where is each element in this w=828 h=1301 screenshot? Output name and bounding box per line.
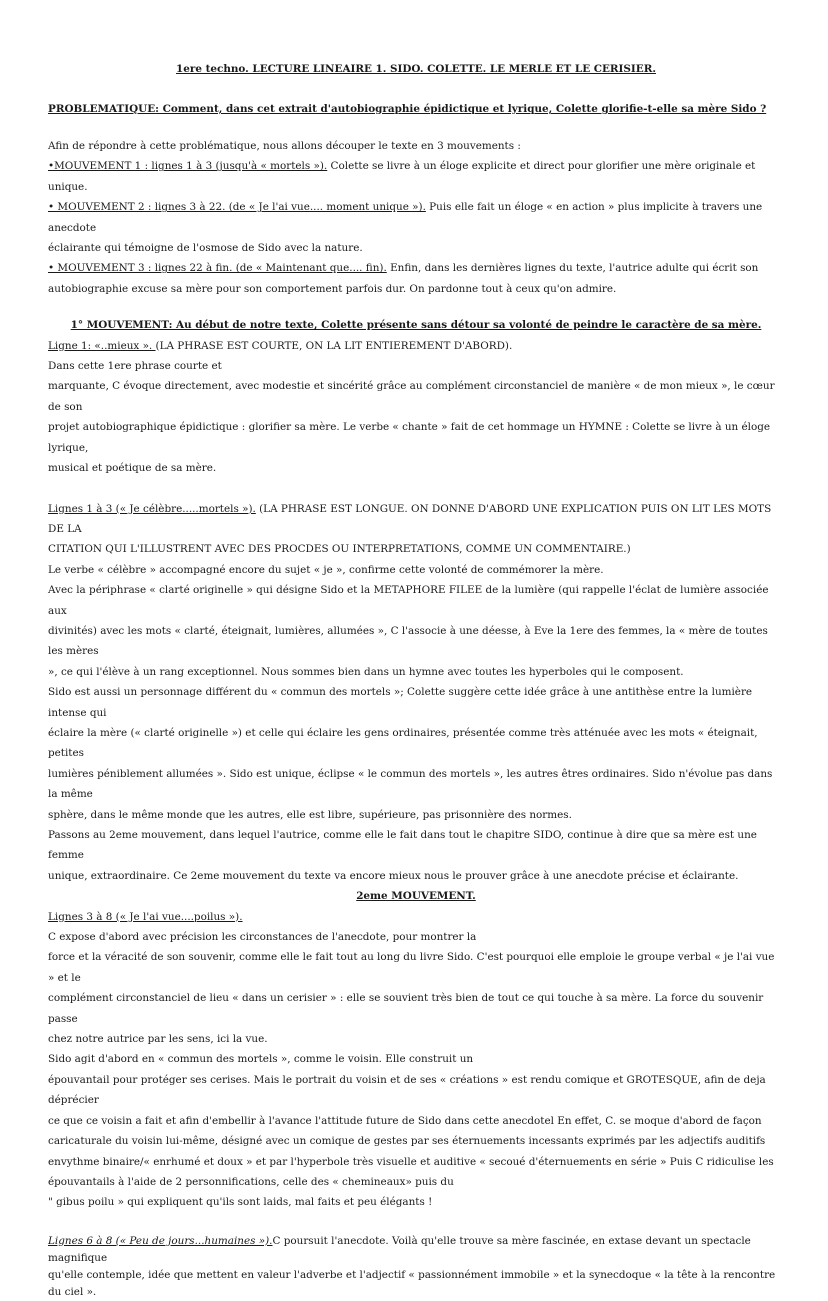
mouv1-p2-l3: », ce qui l'élève à un rang exceptionnel. Nous sommes bien dans un hymne avec toutes les hyperboles qui le composent. [48, 665, 684, 678]
mouv2-p1-l6: ce que ce voisin a fait et afin d'embellir à l'avance l'attitude future de Sido dans cette anecdotel En effet, C. se moque d'abord de façon [48, 1114, 762, 1127]
document-page [48, 60, 784, 1301]
intro-mouvement-2-cont: éclairante qui témoigne de l'osmose de Sido avec la nature. [48, 242, 363, 255]
mouvement-3-ref: • MOUVEMENT 3 : lignes 22 à fin. (de « Maintenant que.... fin). [48, 262, 387, 275]
lignes-1-3-note: (LA PHRASE EST LONGUE. ON DONNE D'ABORD UNE EXPLICATION PUIS ON LIT LES MOTS DE LA [48, 502, 772, 535]
mouv1-p2-l8: Passons au 2eme mouvement, dans lequel l'autrice, comme elle le fait dans tout le chapitre SIDO, continue à dire que sa mère est une femme [48, 829, 757, 862]
mouv1-p1-l1: marquante, C évoque directement, avec modestie et sincérité grâce au complément circonstanciel de manière « de mon mieux », le cœur de son [48, 380, 775, 413]
mouv1-p1-l2: projet autobiographique épidictique : glorifier sa mère. Le verbe « chante » fait de cet hommage un HYMNE : Colette se livre à un éloge lyrique, [48, 421, 771, 454]
intro-lead: Afin de répondre à cette problématique, nous allons découper le texte en 3 mouvements : [48, 140, 521, 152]
mouv1-p1-l3: musical et poétique de sa mère. [48, 462, 217, 475]
mouv2-p1-l9: épouvantails à l'aide de 2 personnifications, celle des « chemineaux» puis du [48, 1175, 454, 1188]
mouv1-p2-l5: éclaire la mère (« clarté originelle ») et celle qui éclaire les gens ordinaires, présentée comme très atténuée avec les mots « éteignait, petites [48, 726, 758, 760]
intro-mouvement-3 [48, 258, 784, 278]
ligne-1-ref: Ligne 1: «..mieux ». [48, 339, 156, 352]
document-title: 1ere techno. LECTURE LINEAIRE 1. SIDO. COLETTE. LE MERLE ET LE CERISIER. [176, 63, 656, 75]
intro-mouvement-2 [48, 197, 784, 238]
mouvement-1-section [48, 315, 784, 886]
mouv2-p1-l10: " gibus poilu » qui expliquent qu'ils sont laids, mal faits et peu élégants ! [48, 1196, 433, 1209]
lignes-1-3-note-cont: CITATION QUI L'ILLUSTRENT AVEC DES PROCDES OU INTERPRETATIONS, COMME UN COMMENTAIRE.) [48, 543, 631, 556]
mouv2-p1-l1: force et la véracité de son souvenir, comme elle le fait tout au long du livre Sido. C'est pourquoi elle emploie le groupe verbal « je l'ai vue » et le [48, 951, 775, 984]
mouvement-1-heading: 1° MOUVEMENT: Au début de notre texte, Colette présente sans détour sa volonté de peindre le caractère de sa mère. [70, 319, 762, 332]
mouvement-1-text: Colette se livre à un éloge explicite et direct pour glorifier une mère originale et unique. [48, 160, 756, 193]
mouv1-p2-l1: Avec la périphrase « clarté originelle » qui désigne Sido et la METAPHORE FILEE de la lumière (qui rappelle l'éclat de lumière associée aux [48, 584, 769, 617]
mouv2-p1-l4: Sido agit d'abord en « commun des mortels », comme le voisin. Elle construit un [48, 1053, 474, 1066]
mouv1-p1-l0: Dans cette 1ere phrase courte et [48, 360, 222, 373]
ligne-1-note: (LA PHRASE EST COURTE, ON LA LIT ENTIEREMENT D'ABORD). [155, 339, 513, 352]
mouv2-p1-l0: C expose d'abord avec précision les circonstances de l'anecdote, pour montrer la [48, 931, 477, 944]
intro-mouvement-1 [48, 156, 784, 197]
mouv2-p1-l3: chez notre autrice par les sens, ici la vue. [48, 1033, 268, 1046]
mouv2-p1-l7: caricaturale du voisin lui-même, désigné avec un comique de gestes par ses éternuements incessants exprimés par les adjectifs auditifs [48, 1135, 766, 1148]
mouv1-p2-l4: Sido est aussi un personnage différent du « commun des mortels »; Colette suggère cette idée grâce à une antithèse entre la lumière intense qui [48, 686, 753, 719]
mouvement-3-text: Enfin, dans les dernières lignes du texte, l'autrice adulte qui écrit son [386, 262, 759, 275]
mouvement-2-heading: 2eme MOUVEMENT. [356, 890, 476, 903]
lignes-6-8-cont: qu'elle contemple, idée que mettent en valeur l'adverbe et l'adjectif « passionnément immobile » et la synecdoque « la tête à la rencontre du ciel ». [48, 1268, 776, 1298]
problematique-text: : Comment, dans cet extrait d'autobiographie épidictique et lyrique, Colette glorifie-t-elle sa mère Sido ? [155, 103, 767, 115]
lignes-6-8-ref: Lignes 6 à 8 (« Peu de jours...humaines »). [48, 1234, 273, 1247]
lignes-6-8-text: C poursuit l'anecdote. Voilà qu'elle trouve sa mère fascinée, en extase devant un spectacle magnifique [48, 1234, 751, 1264]
ligne-1-line [48, 336, 784, 356]
spacer [48, 1213, 784, 1233]
mouv1-p2-l9: unique, extraordinaire. Ce 2eme mouvement du texte va encore mieux nous le prouver grâce à une anecdote précise et éclairante. [48, 869, 739, 882]
mouv1-p2-l6: lumières péniblement allumées ». Sido est unique, éclipse « le commun des mortels », les autres êtres ordinaires. Sido n'évolue pas dans la même [48, 767, 773, 801]
mouv1-p2-l2: divinités) avec les mots « clarté, éteignait, lumières, allumées », C l'associe à une déesse, à Eve la 1ere des femmes, la « mère de toutes les mères [48, 624, 768, 658]
lignes-3-8-ref: Lignes 3 à 8 (« Je l'ai vue....poilus »). [48, 910, 243, 923]
spacer [48, 479, 784, 499]
problematique-label: PROBLEMATIQUE [48, 103, 156, 115]
mouvement-1-ref: •MOUVEMENT 1 : lignes 1 à 3 (jusqu'à « mortels »). [48, 160, 328, 173]
lignes-1-3-ref: Lignes 1 à 3 (« Je célèbre.....mortels »). [48, 502, 256, 515]
mouv2-p1-l2: complément circonstanciel de lieu « dans un cerisier » : elle se souvient très bien de tout ce qui touche à sa mère. La force du souvenir passe [48, 992, 764, 1025]
intro-section [48, 136, 784, 299]
lignes-6-8-line [48, 1233, 784, 1267]
mouvement-2-section [48, 886, 784, 1301]
intro-mouvement-3-cont: autobiographie excuse sa mère pour son comportement parfois dur. On pardonne tout à ceux qu'on admire. [48, 282, 617, 295]
mouvement-2-text: Puis elle fait un éloge « en action » plus implicite à travers une anecdote [48, 201, 763, 234]
mouv1-p2-l0: Le verbe « célèbre » accompagné encore du sujet « je », confirme cette volonté de commémorer la mère. [48, 563, 604, 576]
mouvement-2-ref: • MOUVEMENT 2 : lignes 3 à 22. (de « Je l'ai vue.... moment unique »). [48, 201, 426, 214]
mouv1-p2-l7: sphère, dans le même monde que les autres, elle est libre, supérieure, pas prisonnière des normes. [48, 808, 572, 821]
mouv2-p1-l5: épouvantail pour protéger ses cerises. Mais le portrait du voisin et de ses « créations » est rendu comique et GROTESQUE, afin de deja déprécier [48, 1073, 766, 1107]
lignes-1-3-line [48, 499, 784, 540]
problematique [48, 100, 784, 118]
mouv2-p1-l8: envythme binaire/« enrhumé et doux » et par l'hyperbole très visuelle et auditive « secoué d'éternuements en série » Puis C ridiculise les [48, 1155, 774, 1168]
